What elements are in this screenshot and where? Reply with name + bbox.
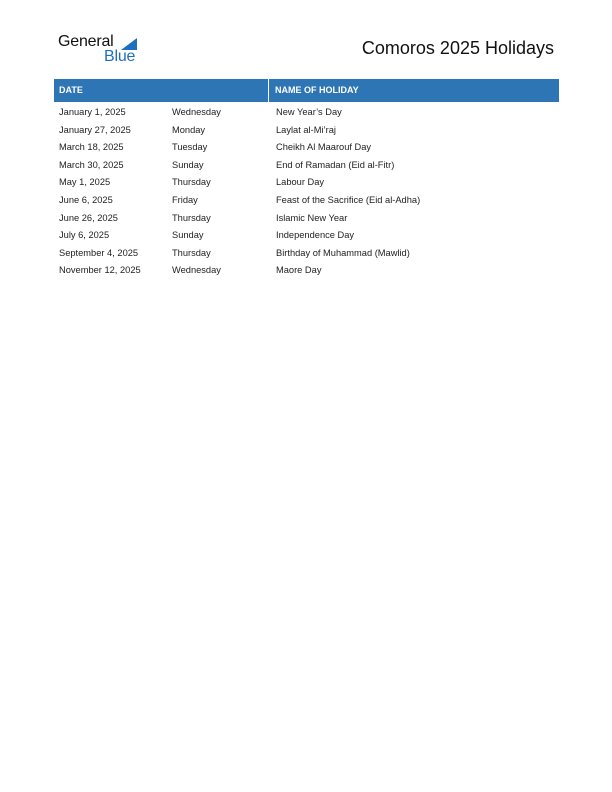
holiday-weekday: Wednesday	[172, 265, 221, 276]
table-header	[54, 79, 559, 102]
holiday-date: January 1, 2025	[59, 107, 126, 117]
table-row	[54, 262, 559, 280]
holiday-weekday: Tuesday	[172, 142, 208, 153]
page-title: Comoros 2025 Holidays	[361, 38, 554, 58]
holiday-date: September 4, 2025	[59, 247, 139, 258]
holiday-weekday: Thursday	[172, 212, 211, 223]
table-row	[54, 122, 559, 140]
holiday-date: November 12, 2025	[59, 265, 141, 276]
holiday-name: End of Ramadan (Eid al-Fitr)	[276, 159, 395, 170]
holiday-date: June 26, 2025	[59, 212, 118, 223]
holiday-name: Feast of the Sacrifice (Eid al-Adha)	[276, 194, 421, 205]
holiday-date: July 6, 2025	[59, 230, 110, 241]
table-row	[54, 245, 559, 263]
table-row	[54, 192, 559, 210]
holiday-date: March 30, 2025	[59, 159, 124, 170]
holiday-date: May 1, 2025	[59, 177, 111, 188]
holiday-name: Cheikh Al Maarouf Day	[276, 142, 372, 153]
holiday-weekday: Sunday	[172, 159, 204, 170]
holiday-name: Independence Day	[276, 230, 355, 241]
header-date: DATE	[54, 79, 269, 102]
table-row	[54, 104, 559, 122]
holiday-date: June 6, 2025	[59, 194, 113, 205]
logo	[58, 33, 148, 69]
holiday-name: New Year’s Day	[276, 107, 342, 117]
holiday-name: Labour Day	[276, 177, 325, 188]
holiday-weekday: Thursday	[172, 247, 211, 258]
table-row	[54, 157, 559, 175]
holiday-date: January 27, 2025	[59, 124, 131, 135]
table-row	[54, 174, 559, 192]
holiday-name: Birthday of Muhammad (Mawlid)	[276, 247, 410, 258]
holiday-date: March 18, 2025	[59, 142, 124, 153]
holiday-weekday: Friday	[172, 194, 198, 205]
table-row	[54, 227, 559, 245]
holiday-weekday: Sunday	[172, 230, 204, 241]
header-holiday-name: NAME OF HOLIDAY	[275, 85, 359, 95]
holiday-weekday: Wednesday	[172, 107, 221, 117]
table-row	[54, 210, 559, 228]
holiday-table	[54, 79, 559, 280]
holiday-weekday: Thursday	[172, 177, 211, 188]
table-row	[54, 139, 559, 157]
logo-text-general: General	[58, 33, 114, 50]
holiday-name: Maore Day	[276, 265, 322, 276]
holiday-name: Islamic New Year	[276, 212, 348, 223]
logo-text-blue: Blue	[104, 48, 136, 65]
holiday-weekday: Monday	[172, 124, 206, 135]
table-body	[54, 102, 559, 280]
holiday-name: Laylat al-Mi’raj	[276, 124, 336, 135]
